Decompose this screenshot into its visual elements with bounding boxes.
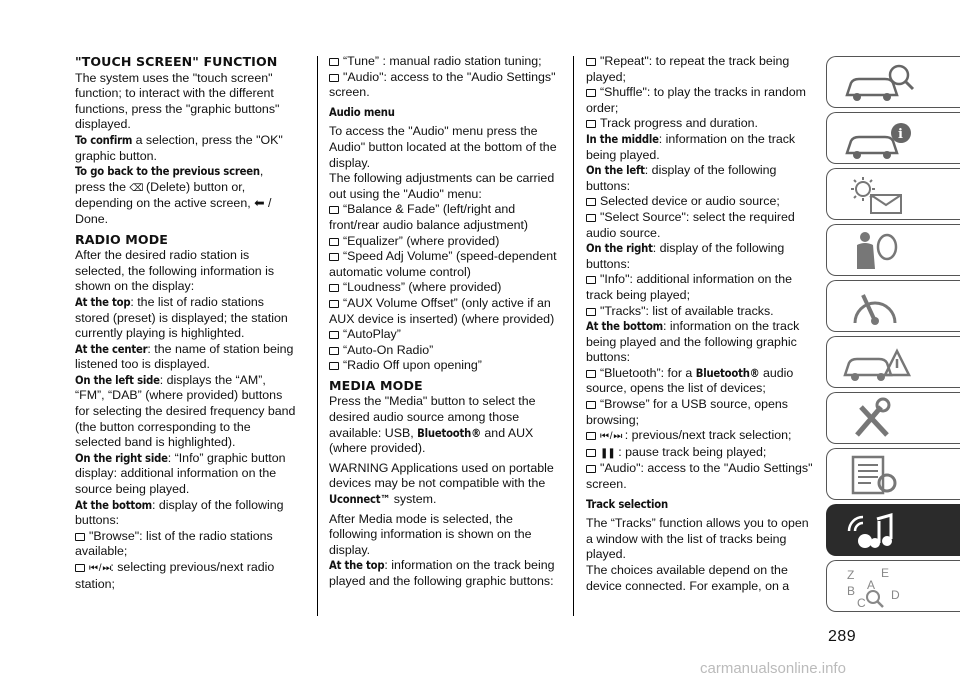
bullet-item: “Equalizer” (where provided) — [329, 234, 561, 250]
tab-starting-driving[interactable] — [826, 280, 960, 332]
bullet-item: "Info": additional information on the track being played; — [586, 272, 793, 302]
svg-text:i: i — [898, 127, 903, 142]
section-heading-radio-mode: RADIO MODE — [75, 231, 168, 247]
bullet-icon — [586, 214, 596, 222]
column-divider — [573, 56, 574, 616]
bullet-item: Track progress and duration. — [586, 116, 818, 132]
bullet-icon — [329, 347, 339, 355]
bullet-item: ⏮ / ⏭ : previous/next track selection; — [586, 428, 818, 445]
technical-data-icon — [841, 453, 921, 497]
bullet-item: “Bluetooth”: for a Bluetooth® audio source, opens the list of devices; — [586, 365, 794, 396]
bullet-icon — [586, 432, 596, 440]
watermark: carmanualsonline.info — [700, 660, 846, 677]
paragraph: Press the "Media" button to select the desired audio source among those available: USB, Bluetooth® and AUX (where provided). — [329, 394, 536, 456]
pause-icon: ❚❚ — [600, 447, 615, 459]
paragraph-on-left: On the left: display of the following buttons: — [586, 163, 777, 193]
bullet-item: “Shuffle": to play the tracks in random order; — [586, 85, 806, 115]
back-arrow-icon: ⬅ — [254, 196, 265, 211]
maintenance-tools-icon — [841, 397, 921, 441]
bullet-icon — [75, 564, 85, 572]
paragraph-confirm: To confirm a selection, press the "OK" graphic button. — [75, 132, 283, 163]
car-starting-icon — [841, 285, 921, 329]
prev-next-icon: ⏮ / ⏭ — [89, 563, 111, 574]
tab-emergency[interactable] — [826, 336, 960, 388]
bullet-item: "Tracks": list of available tracks. — [586, 304, 818, 320]
tab-multimedia[interactable] — [826, 504, 960, 556]
paragraph-warning: WARNING Applications used on portable devices may be not compatible with the Uconnect™ system. — [329, 460, 554, 507]
page-number: 289 — [828, 628, 857, 645]
subheading-track-selection: Track selection — [586, 497, 668, 511]
bullet-icon — [586, 449, 596, 457]
chapter-tabs — [826, 56, 960, 616]
tab-maintenance[interactable] — [826, 392, 960, 444]
paragraph-at-top: At the top: information on the track being played and the following graphic buttons: — [329, 558, 555, 588]
bullet-item: Selected device or audio source; — [586, 194, 818, 210]
paragraph-right-side: On the right side: “Info” graphic button display: additional information on the source being played. — [75, 450, 286, 497]
bullet-item: “AutoPlay” — [329, 327, 561, 343]
section-heading-touch-screen: "TOUCH SCREEN" FUNCTION — [75, 54, 278, 69]
bullet-icon — [586, 89, 596, 97]
bullet-icon — [329, 74, 339, 82]
paragraph-go-back: To go back to the previous screen, press the ⌫ (Delete) button or, depending on the active screen, ⬅ / Done. — [75, 164, 272, 226]
delete-icon: ⌫ — [129, 182, 143, 194]
bullet-item: "Repeat": to repeat the track being played; — [586, 54, 790, 84]
bullet-icon — [329, 284, 339, 292]
svg-text:C: C — [857, 596, 866, 609]
bullet-item: "Audio": access to the "Audio Settings" screen. — [586, 461, 813, 492]
section-heading-media-mode: MEDIA MODE — [329, 377, 423, 393]
tab-safety[interactable] — [826, 224, 960, 276]
bullet-item: “AUX Volume Offset” (only active if an AUX device is inserted) (where provided) — [329, 295, 555, 326]
paragraph: The “Tracks” function allows you to open a window with the list of tracks being played. — [586, 516, 809, 562]
bullet-item: “Auto-On Radio” — [329, 343, 561, 359]
bullet-item: “Balance & Fade” (left/right and front/rear audio balance adjustment) — [329, 202, 529, 232]
paragraph-on-right: On the right: display of the following buttons: — [586, 241, 785, 271]
bullet-icon — [586, 308, 596, 316]
bullet-item: “Loudness” (where provided) — [329, 280, 561, 296]
bullet-icon — [586, 120, 596, 128]
tab-dashboard-info[interactable] — [826, 112, 960, 164]
column-1 — [75, 54, 297, 592]
bullet-icon — [586, 465, 596, 473]
paragraph-at-bottom: At the bottom: information on the track being played and the following graphic buttons: — [586, 319, 800, 365]
paragraph: After Media mode is selected, the following information is shown on the display. — [329, 511, 532, 557]
bullet-icon — [329, 331, 339, 339]
emergency-breakdown-icon — [841, 341, 921, 385]
paragraph-at-top: At the top: the list of radio stations stored (preset) is displayed; the station currently playing is highlighted. — [75, 294, 288, 341]
bullet-icon — [586, 198, 596, 206]
paragraph-in-middle: In the middle: information on the track being played. — [586, 131, 796, 162]
bullet-icon — [329, 362, 339, 370]
bullet-icon — [329, 300, 339, 308]
tab-car-info[interactable] — [826, 56, 960, 108]
bullet-item: ❚❚ : pause track being played; — [586, 445, 818, 462]
prev-next-icon: ⏮ / ⏭ — [600, 431, 622, 443]
column-3 — [586, 54, 818, 594]
bullet-icon — [586, 370, 596, 378]
bullet-icon — [329, 206, 339, 214]
tab-warning-lights[interactable] — [826, 168, 960, 220]
paragraph: The choices available depend on the device connected. For example, on a — [586, 563, 790, 593]
multimedia-icon — [841, 509, 921, 553]
svg-text:E: E — [881, 566, 890, 580]
svg-text:B: B — [847, 584, 856, 598]
svg-text:A: A — [867, 578, 876, 592]
paragraph: The following adjustments can be carried out using the "Audio" menu: — [329, 171, 555, 201]
subheading-audio-menu: Audio menu — [329, 105, 395, 119]
svg-text:Z: Z — [847, 568, 855, 582]
paragraph-at-bottom: At the bottom: display of the following buttons: — [75, 497, 284, 528]
svg-text:D: D — [891, 588, 900, 602]
bullet-icon — [586, 401, 596, 409]
paragraph-at-center: At the center: the name of station being listened too is displayed. — [75, 341, 294, 372]
paragraph-left-side: On the left side: displays the “AM”, “FM”, “DAB” (where provided) buttons for selecting the desired frequency band (the button corresponding to the selected band is highlighted). — [75, 372, 296, 450]
column-divider — [317, 56, 318, 616]
airbag-safety-icon — [841, 229, 921, 273]
bullet-icon — [329, 253, 339, 261]
car-dashboard-info-icon — [841, 117, 921, 161]
bullet-item: "Audio": access to the "Audio Settings" screen. — [329, 69, 556, 100]
bullet-item: “Speed Adj Volume” (speed-dependent automatic volume control) — [329, 249, 557, 279]
tab-technical-data[interactable] — [826, 448, 960, 500]
paragraph: After the desired radio station is selected, the following information is shown on the display: — [75, 248, 275, 294]
bullet-item: ⏮ / ⏭: selecting previous/next radio station; — [75, 560, 275, 591]
warning-lights-icon — [841, 173, 921, 217]
bullet-icon — [75, 533, 85, 541]
bullet-icon — [329, 238, 339, 246]
bullet-item: “Browse” for a USB source, opens browsing; — [586, 397, 789, 427]
paragraph: The system uses the "touch screen" function; to interact with the different functions, press the "graphic buttons" displayed. — [75, 70, 280, 132]
bullet-item: "Select Source": select the required audio source. — [586, 209, 795, 240]
column-2 — [329, 54, 561, 590]
bullet-item: "Browse": list of the radio stations available; — [75, 528, 273, 559]
paragraph: To access the "Audio" menu press the Audio" button located at the bottom of the display. — [329, 124, 557, 170]
car-info-icon — [841, 61, 921, 105]
bullet-icon — [329, 58, 339, 66]
alphabetical-index-icon — [841, 565, 921, 609]
bullet-item: “Radio Off upon opening” — [329, 358, 561, 374]
tab-index[interactable] — [826, 560, 960, 612]
bullet-item: “Tune” : manual radio station tuning; — [329, 54, 561, 70]
bullet-icon — [586, 276, 596, 284]
bullet-icon — [586, 58, 596, 66]
